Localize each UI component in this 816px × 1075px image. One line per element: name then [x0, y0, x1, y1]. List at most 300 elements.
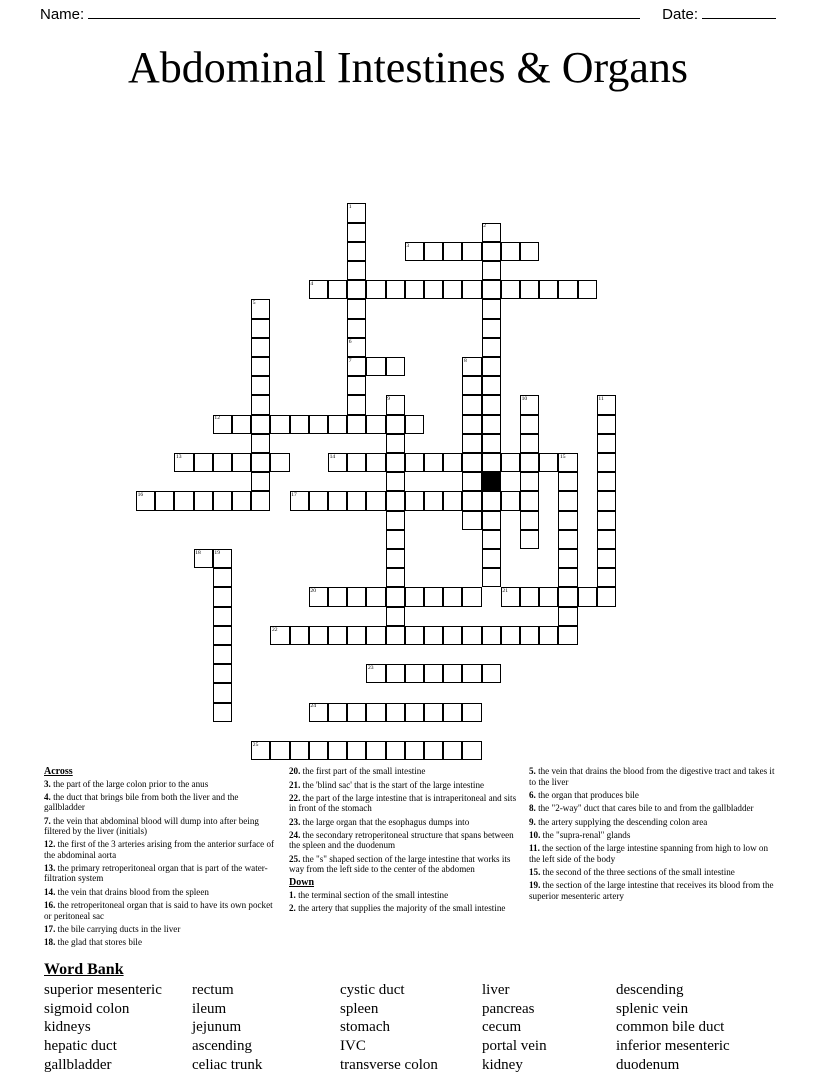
clue-text: the "s" shaped section of the large intestine that works its way from the left side to the center of the abdomen	[289, 853, 511, 875]
clue-number: 23.	[289, 816, 303, 827]
crossword-cell[interactable]	[482, 434, 501, 453]
crossword-cell[interactable]	[328, 415, 347, 434]
crossword-cell[interactable]	[424, 491, 443, 510]
crossword-cell[interactable]	[155, 491, 174, 510]
crossword-cell[interactable]	[347, 626, 366, 645]
crossword-cell[interactable]	[520, 415, 539, 434]
crossword-cell[interactable]	[558, 453, 577, 472]
crossword-cell[interactable]	[366, 587, 385, 606]
crossword-cell[interactable]	[386, 415, 405, 434]
crossword-clue-number: 3	[406, 242, 410, 249]
crossword-cell[interactable]	[520, 434, 539, 453]
crossword-cell[interactable]	[290, 626, 309, 645]
crossword-cell[interactable]	[251, 319, 270, 338]
crossword-cell[interactable]	[213, 703, 232, 722]
crossword-cell[interactable]	[270, 741, 289, 760]
crossword-cell[interactable]	[328, 491, 347, 510]
crossword-cell[interactable]	[213, 549, 232, 568]
crossword-cell[interactable]	[482, 338, 501, 357]
crossword-cell[interactable]	[251, 472, 270, 491]
crossword-cell[interactable]	[386, 472, 405, 491]
clue-text: the terminal section of the small intestine	[298, 889, 449, 900]
crossword-cell[interactable]	[386, 626, 405, 645]
crossword-cell[interactable]	[309, 491, 328, 510]
clue-item	[529, 817, 777, 827]
crossword-cell[interactable]	[232, 415, 251, 434]
crossword-cell[interactable]	[462, 434, 481, 453]
clues-section	[0, 766, 816, 950]
crossword-cell[interactable]	[520, 587, 539, 606]
crossword-cell[interactable]	[251, 299, 270, 318]
crossword-cell[interactable]	[482, 280, 501, 299]
crossword-cell[interactable]	[347, 415, 366, 434]
crossword-cell[interactable]	[558, 472, 577, 491]
crossword-cell[interactable]	[520, 395, 539, 414]
clue-text: the retroperitoneal organ that is said to have its own pocket or peritoneal sac	[44, 900, 273, 921]
crossword-cell[interactable]	[597, 568, 616, 587]
crossword-cell[interactable]	[597, 472, 616, 491]
word-bank-word: inferior mesenteric	[616, 1038, 730, 1055]
crossword-cell[interactable]	[290, 415, 309, 434]
clue-number: 12.	[44, 839, 58, 850]
crossword-cell[interactable]	[386, 703, 405, 722]
crossword-cell[interactable]	[347, 491, 366, 510]
clue-text: the secondary retroperitoneal structure that spans between the spleen and the duodenum	[289, 829, 514, 851]
crossword-cell[interactable]	[347, 261, 366, 280]
crossword-cell[interactable]	[558, 511, 577, 530]
crossword-cell[interactable]	[443, 664, 462, 683]
crossword-cell[interactable]	[520, 491, 539, 510]
crossword-cell[interactable]	[405, 491, 424, 510]
clue-item	[289, 903, 521, 913]
crossword-cell[interactable]	[386, 511, 405, 530]
word-bank-word: stomach	[340, 1019, 390, 1036]
crossword-cell[interactable]	[462, 491, 481, 510]
crossword-cell[interactable]	[232, 453, 251, 472]
across-heading: Across	[44, 766, 73, 778]
crossword-clue-number: 15	[560, 453, 566, 460]
crossword-cell[interactable]	[270, 453, 289, 472]
crossword-cell[interactable]	[501, 587, 520, 606]
crossword-cell[interactable]	[251, 357, 270, 376]
crossword-cell[interactable]	[462, 242, 481, 261]
crossword-cell[interactable]	[366, 664, 385, 683]
crossword-cell[interactable]	[501, 242, 520, 261]
word-bank-word: jejunum	[192, 1019, 242, 1036]
crossword-cell[interactable]	[309, 415, 328, 434]
crossword-cell[interactable]	[290, 741, 309, 760]
crossword-cell[interactable]	[424, 587, 443, 606]
clue-item	[529, 867, 777, 877]
word-bank-word: ileum	[192, 1000, 227, 1017]
clue-item	[44, 816, 281, 837]
crossword-cell[interactable]	[443, 280, 462, 299]
crossword-cell[interactable]	[347, 453, 366, 472]
crossword-cell[interactable]	[366, 280, 385, 299]
clue-number: 3.	[44, 778, 54, 789]
word-bank-word: spleen	[340, 1000, 379, 1017]
crossword-cell[interactable]	[482, 415, 501, 434]
crossword-cell[interactable]	[194, 491, 213, 510]
crossword-cell[interactable]	[539, 280, 558, 299]
crossword-cell[interactable]	[558, 280, 577, 299]
crossword-cell[interactable]	[347, 376, 366, 395]
clue-item	[289, 830, 521, 851]
crossword-cell[interactable]	[347, 357, 366, 376]
clue-item	[529, 803, 777, 813]
crossword-cell[interactable]	[405, 242, 424, 261]
date-label: Date:	[662, 6, 698, 23]
crossword-cell[interactable]	[309, 741, 328, 760]
crossword-clue-number: 5	[252, 300, 256, 307]
clue-item	[529, 880, 777, 901]
crossword-cell[interactable]	[328, 453, 347, 472]
crossword-cell[interactable]	[462, 280, 481, 299]
crossword-cell[interactable]	[386, 587, 405, 606]
crossword-cell[interactable]	[597, 434, 616, 453]
crossword-cell[interactable]	[347, 338, 366, 357]
clue-column-2	[289, 766, 529, 916]
crossword-cell[interactable]	[309, 280, 328, 299]
clue-item	[289, 854, 521, 875]
crossword-cell[interactable]	[482, 319, 501, 338]
clue-number: 7.	[44, 815, 54, 826]
crossword-cell[interactable]	[462, 415, 481, 434]
clue-number: 6.	[529, 789, 539, 800]
clue-number: 16.	[44, 900, 58, 911]
clue-number: 4.	[44, 791, 54, 802]
crossword-cell[interactable]	[290, 491, 309, 510]
crossword-cell[interactable]	[501, 626, 520, 645]
clue-text: the vein that drains blood from the spleen	[57, 886, 209, 897]
crossword-cell[interactable]	[213, 645, 232, 664]
crossword-cell[interactable]	[328, 280, 347, 299]
clue-item	[44, 839, 281, 860]
crossword-cell[interactable]	[194, 549, 213, 568]
clue-item	[44, 900, 281, 921]
crossword-cell[interactable]	[520, 511, 539, 530]
crossword-cell[interactable]	[366, 357, 385, 376]
crossword-cell[interactable]	[386, 549, 405, 568]
crossword-cell[interactable]	[443, 242, 462, 261]
crossword-cell[interactable]	[174, 491, 193, 510]
crossword-cell[interactable]	[213, 568, 232, 587]
word-bank-word: rectum	[192, 981, 234, 998]
word-bank-word: ascending	[192, 1038, 252, 1055]
crossword-cell[interactable]	[405, 664, 424, 683]
crossword-cell[interactable]	[270, 415, 289, 434]
crossword-cell[interactable]	[482, 664, 501, 683]
crossword-cell[interactable]	[386, 280, 405, 299]
crossword-cell[interactable]	[328, 587, 347, 606]
clue-text: the section of the large intestine spanning from high to low on the left side of the body	[529, 843, 769, 864]
crossword-cell[interactable]	[405, 626, 424, 645]
clue-text: the vein that abdominal blood will dump into after being filtered by the liver (initials)	[44, 815, 259, 837]
clue-text: the large organ that the esophagus dumps into	[302, 816, 470, 827]
crossword-cell[interactable]	[251, 434, 270, 453]
crossword-cell[interactable]	[347, 242, 366, 261]
crossword-cell[interactable]	[136, 491, 155, 510]
crossword-cell[interactable]	[405, 587, 424, 606]
clue-number: 14.	[44, 886, 58, 897]
crossword-cell[interactable]	[424, 626, 443, 645]
crossword-cell[interactable]	[213, 491, 232, 510]
crossword-cell[interactable]	[386, 395, 405, 414]
crossword-cell[interactable]	[597, 549, 616, 568]
crossword-grid[interactable]	[0, 92, 816, 766]
crossword-cell[interactable]	[462, 395, 481, 414]
page-title: Abdominal Intestines & Organs	[127, 43, 689, 92]
crossword-clue-number: 16	[137, 492, 144, 499]
crossword-cell[interactable]	[482, 223, 501, 242]
crossword-cell[interactable]	[309, 703, 328, 722]
clue-number: 1.	[289, 889, 299, 900]
crossword-cell[interactable]	[251, 741, 270, 760]
crossword-cell[interactable]	[424, 242, 443, 261]
crossword-cell[interactable]	[558, 607, 577, 626]
crossword-cell[interactable]	[213, 415, 232, 434]
crossword-cell[interactable]	[558, 491, 577, 510]
crossword-cell[interactable]	[386, 741, 405, 760]
crossword-cell[interactable]	[366, 415, 385, 434]
crossword-cell[interactable]	[347, 319, 366, 338]
clue-item	[529, 843, 777, 864]
crossword-cell[interactable]	[462, 453, 481, 472]
crossword-cell[interactable]	[482, 242, 501, 261]
name-write-line[interactable]	[88, 6, 640, 19]
crossword-clue-number: 9	[387, 396, 390, 403]
crossword-cell[interactable]	[251, 453, 270, 472]
crossword-cell[interactable]	[347, 703, 366, 722]
crossword-cell[interactable]	[213, 683, 232, 702]
crossword-cell[interactable]	[443, 741, 462, 760]
crossword-cell[interactable]	[251, 376, 270, 395]
clue-text: the "2-way" duct that cares bile to and from the gallbladder	[538, 803, 754, 814]
crossword-clue-number: 14	[329, 453, 336, 460]
crossword-cell[interactable]	[558, 530, 577, 549]
crossword-cell[interactable]	[482, 453, 501, 472]
crossword-clue-number: 18	[195, 549, 201, 556]
crossword-cell[interactable]	[443, 626, 462, 645]
crossword-clue-number: 11	[598, 396, 604, 403]
crossword-cell[interactable]	[405, 415, 424, 434]
crossword-cell[interactable]	[443, 587, 462, 606]
crossword-cell[interactable]	[405, 703, 424, 722]
clue-text: the part of the large intestine that is intraperitoneal and sits in front of the stomach	[289, 792, 517, 814]
word-bank-word: celiac trunk	[192, 1057, 263, 1074]
crossword-cell[interactable]	[386, 434, 405, 453]
crossword-cell[interactable]	[501, 280, 520, 299]
crossword-cell[interactable]	[520, 472, 539, 491]
crossword-cell[interactable]	[462, 626, 481, 645]
crossword-cell[interactable]	[539, 626, 558, 645]
clue-number: 9.	[529, 816, 539, 827]
crossword-cell[interactable]	[520, 453, 539, 472]
crossword-cell[interactable]	[386, 491, 405, 510]
crossword-cell[interactable]	[482, 511, 501, 530]
crossword-cell[interactable]	[366, 626, 385, 645]
crossword-cell[interactable]	[213, 453, 232, 472]
crossword-cell[interactable]	[578, 280, 597, 299]
crossword-cell[interactable]	[597, 395, 616, 414]
crossword-clue-number: 12	[214, 415, 220, 422]
crossword-cell[interactable]	[482, 357, 501, 376]
clue-text: the vein that drains the blood from the digestive tract and takes it to the liver	[529, 766, 775, 787]
crossword-cell[interactable]	[482, 626, 501, 645]
crossword-cell[interactable]	[213, 626, 232, 645]
clue-item	[44, 937, 281, 947]
clue-item	[44, 779, 281, 789]
crossword-cell[interactable]	[443, 703, 462, 722]
crossword-cell[interactable]	[520, 280, 539, 299]
crossword-cell[interactable]	[482, 568, 501, 587]
crossword-cell[interactable]	[213, 664, 232, 683]
crossword-cell[interactable]	[462, 741, 481, 760]
clue-text: the first of the 3 arteries arising from the anterior surface of the abdominal aorta	[44, 839, 275, 860]
crossword-clue-number: 17	[291, 492, 297, 499]
crossword-cell[interactable]	[443, 453, 462, 472]
clue-text: the artery that supplies the majority of the small intestine	[298, 903, 506, 914]
crossword-cell[interactable]	[386, 664, 405, 683]
crossword-cell[interactable]	[462, 703, 481, 722]
crossword-cell[interactable]	[424, 280, 443, 299]
crossword-cell[interactable]	[462, 664, 481, 683]
crossword-cell[interactable]	[366, 491, 385, 510]
crossword-cell[interactable]	[520, 530, 539, 549]
crossword-cell[interactable]	[386, 607, 405, 626]
clue-item	[289, 890, 521, 900]
crossword-clue-number: 13	[176, 453, 182, 460]
clue-item	[44, 887, 281, 897]
crossword-cell[interactable]	[405, 453, 424, 472]
crossword-cell[interactable]	[251, 395, 270, 414]
crossword-cell[interactable]	[520, 242, 539, 261]
crossword-cell[interactable]	[386, 530, 405, 549]
crossword-cell[interactable]	[558, 587, 577, 606]
crossword-cell[interactable]	[462, 472, 481, 491]
crossword-cell[interactable]	[251, 415, 270, 434]
crossword-cell[interactable]	[309, 626, 328, 645]
clue-number: 17.	[44, 923, 58, 934]
crossword-clue-number: 4	[310, 280, 314, 287]
crossword-cell[interactable]	[482, 376, 501, 395]
crossword-cell[interactable]	[520, 626, 539, 645]
crossword-cell[interactable]	[597, 453, 616, 472]
crossword-cell[interactable]	[270, 626, 289, 645]
crossword-cell[interactable]	[194, 453, 213, 472]
clue-text: the artery supplying the descending colon area	[538, 816, 708, 827]
word-bank-word: cystic duct	[340, 981, 405, 998]
crossword-cell[interactable]	[386, 453, 405, 472]
crossword-cell[interactable]	[347, 203, 366, 222]
clue-item	[44, 924, 281, 934]
clue-number: 18.	[44, 937, 58, 948]
crossword-clue-number: 2	[483, 223, 486, 230]
crossword-cell[interactable]	[462, 587, 481, 606]
crossword-cell[interactable]	[501, 453, 520, 472]
crossword-cell[interactable]	[366, 453, 385, 472]
crossword-cell[interactable]	[213, 607, 232, 626]
clue-text: the organ that produces bile	[538, 789, 639, 800]
crossword-cell[interactable]	[482, 395, 501, 414]
crossword-cell[interactable]	[386, 568, 405, 587]
crossword-cell[interactable]	[558, 549, 577, 568]
crossword-cell[interactable]	[424, 741, 443, 760]
crossword-cell[interactable]	[213, 587, 232, 606]
crossword-clue-number: 24	[310, 703, 316, 710]
clue-number: 24.	[289, 829, 303, 840]
crossword-cell[interactable]	[462, 376, 481, 395]
clue-text: the "supra-renal" glands	[542, 829, 631, 840]
crossword-cell[interactable]	[424, 453, 443, 472]
crossword-cell[interactable]	[501, 491, 520, 510]
crossword-cell[interactable]	[328, 741, 347, 760]
crossword-cell[interactable]	[424, 664, 443, 683]
crossword-clue-number: 21	[502, 588, 508, 595]
crossword-cell[interactable]	[578, 587, 597, 606]
crossword-cell[interactable]	[597, 530, 616, 549]
crossword-cell[interactable]	[251, 338, 270, 357]
crossword-cell[interactable]	[462, 511, 481, 530]
clue-text: the 'blind sac' that is the start of the large intestine	[302, 779, 485, 790]
date-write-line[interactable]	[702, 6, 776, 19]
crossword-cell[interactable]	[482, 261, 501, 280]
crossword-cell[interactable]	[347, 280, 366, 299]
crossword-cell[interactable]	[482, 530, 501, 549]
crossword-cell[interactable]	[405, 280, 424, 299]
crossword-cell[interactable]	[597, 415, 616, 434]
crossword-cell[interactable]	[482, 549, 501, 568]
crossword-cell[interactable]	[462, 357, 481, 376]
crossword-cell[interactable]	[539, 587, 558, 606]
crossword-cell[interactable]	[405, 741, 424, 760]
crossword-cell[interactable]	[386, 357, 405, 376]
crossword-cell[interactable]	[347, 223, 366, 242]
crossword-cell[interactable]	[347, 395, 366, 414]
word-bank-word: gallbladder	[44, 1057, 112, 1074]
crossword-cell[interactable]	[482, 299, 501, 318]
crossword-clue-number: 25	[252, 741, 259, 748]
crossword-cell[interactable]	[597, 511, 616, 530]
crossword-cell[interactable]	[424, 703, 443, 722]
name-date-bar	[0, 0, 816, 30]
crossword-cell[interactable]	[328, 703, 347, 722]
clue-number: 25.	[289, 853, 303, 864]
crossword-cell[interactable]	[558, 626, 577, 645]
crossword-cell[interactable]	[328, 626, 347, 645]
crossword-cell[interactable]	[251, 491, 270, 510]
crossword-clue-number: 10	[521, 396, 528, 403]
crossword-cell[interactable]	[347, 587, 366, 606]
crossword-cell[interactable]	[232, 491, 251, 510]
crossword-cell[interactable]	[482, 491, 501, 510]
crossword-cell[interactable]	[347, 299, 366, 318]
crossword-cell[interactable]	[366, 741, 385, 760]
word-bank-word: pancreas	[482, 1000, 535, 1017]
crossword-cell[interactable]	[558, 568, 577, 587]
crossword-clue-number: 7	[348, 357, 352, 364]
crossword-cell[interactable]	[347, 741, 366, 760]
clue-text: the bile carrying ducts in the liver	[57, 923, 181, 934]
crossword-cell[interactable]	[366, 703, 385, 722]
crossword-cell[interactable]	[309, 587, 328, 606]
crossword-cell[interactable]	[174, 453, 193, 472]
crossword-cell[interactable]	[539, 453, 558, 472]
clue-text: the part of the large colon prior to the anus	[53, 778, 209, 789]
crossword-cell[interactable]	[597, 587, 616, 606]
crossword-cell[interactable]	[597, 491, 616, 510]
crossword-cell[interactable]	[443, 491, 462, 510]
